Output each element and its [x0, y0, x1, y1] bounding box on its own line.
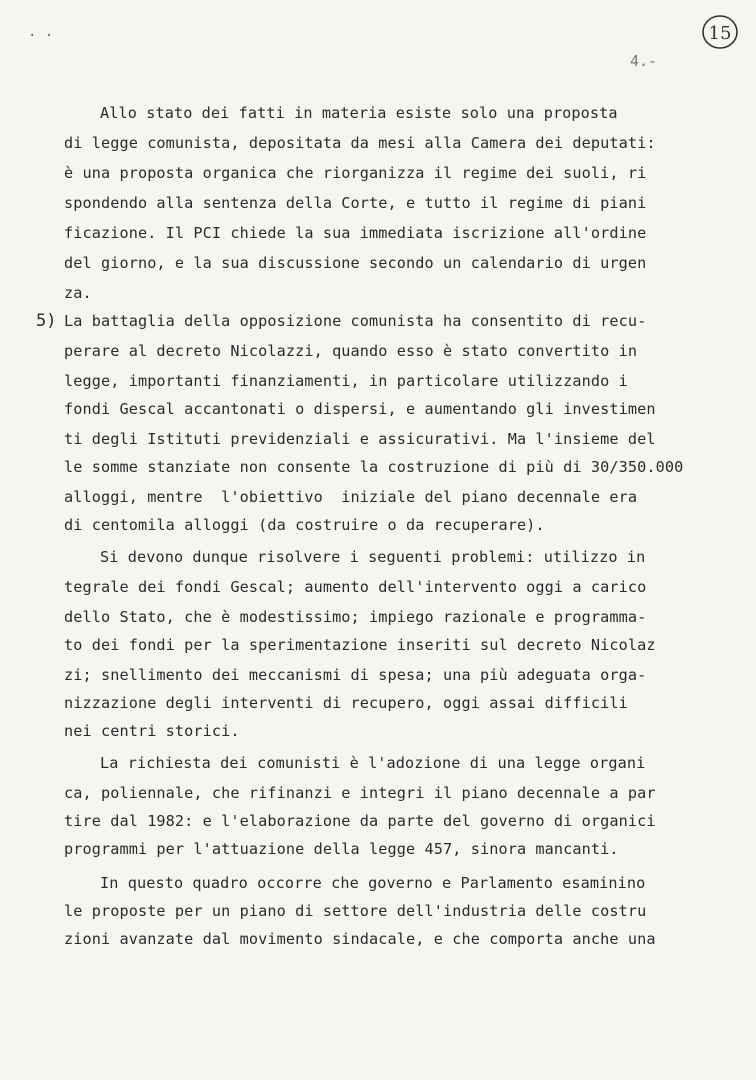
- text-line: dello Stato, che è modestissimo; impiego razionale e programma-: [64, 608, 647, 626]
- text-line: ca, poliennale, che rifinanzi e integri il piano decennale a par: [64, 784, 656, 802]
- text-line: di legge comunista, depositata da mesi alla Camera dei deputati:: [64, 134, 656, 152]
- text-line: nei centri storici.: [64, 722, 240, 740]
- text-line: Si devono dunque risolvere i seguenti problemi: utilizzo in: [100, 548, 646, 566]
- text-line: La battaglia della opposizione comunista ha consentito di recu-: [64, 312, 647, 330]
- text-line: programmi per l'attuazione della legge 457, sinora mancanti.: [64, 840, 619, 858]
- text-line: zioni avanzate dal movimento sindacale, e che comporta anche una: [64, 930, 656, 948]
- handwritten-circle-icon: [700, 12, 740, 52]
- text-line: legge, importanti finanziamenti, in particolare utilizzando i: [64, 372, 628, 390]
- text-line: Allo stato dei fatti in materia esiste solo una proposta: [100, 104, 618, 122]
- text-line: za.: [64, 284, 92, 302]
- text-line: alloggi, mentre l'obiettivo iniziale del piano decennale era: [64, 488, 638, 506]
- stamp-number: 15: [708, 23, 732, 44]
- text-line: di centomila alloggi (da costruire o da recuperare).: [64, 516, 545, 534]
- text-line: In questo quadro occorre che governo e Parlamento esaminino: [100, 874, 646, 892]
- text-line: zi; snellimento dei meccanismi di spesa; una più adeguata orga-: [64, 666, 647, 684]
- text-line: fondi Gescal accantonati o dispersi, e aumentando gli investimen: [64, 400, 656, 418]
- text-line: ficazione. Il PCI chiede la sua immediata iscrizione all'ordine: [64, 224, 647, 242]
- text-line: tire dal 1982: e l'elaborazione da parte del governo di organici: [64, 812, 656, 830]
- text-line: spondendo alla sentenza della Corte, e tutto il regime di piani: [64, 194, 647, 212]
- text-line: to dei fondi per la sperimentazione inseriti sul decreto Nicolaz: [64, 636, 656, 654]
- scan-specks: · ·: [28, 28, 54, 44]
- text-line: tegrale dei fondi Gescal; aumento dell'intervento oggi a carico: [64, 578, 647, 596]
- text-line: perare al decreto Nicolazzi, quando esso è stato convertito in: [64, 342, 638, 360]
- page-stamp: [700, 12, 740, 52]
- text-line: le proposte per un piano di settore dell'industria delle costru: [64, 902, 647, 920]
- text-line: è una proposta organica che riorganizza il regime dei suoli, ri: [64, 164, 647, 182]
- text-line: nizzazione degli interventi di recupero, oggi assai difficili: [64, 694, 628, 712]
- section-marker: 5): [36, 311, 57, 331]
- text-line: le somme stanziate non consente la costruzione di più di 30/350.000: [64, 458, 684, 476]
- text-line: del giorno, e la sua discussione secondo un calendario di urgen: [64, 254, 647, 272]
- page-number: 4.-: [630, 52, 658, 70]
- text-line: La richiesta dei comunisti è l'adozione di una legge organi: [100, 754, 646, 772]
- text-line: ti degli Istituti previdenziali e assicurativi. Ma l'insieme del: [64, 430, 656, 448]
